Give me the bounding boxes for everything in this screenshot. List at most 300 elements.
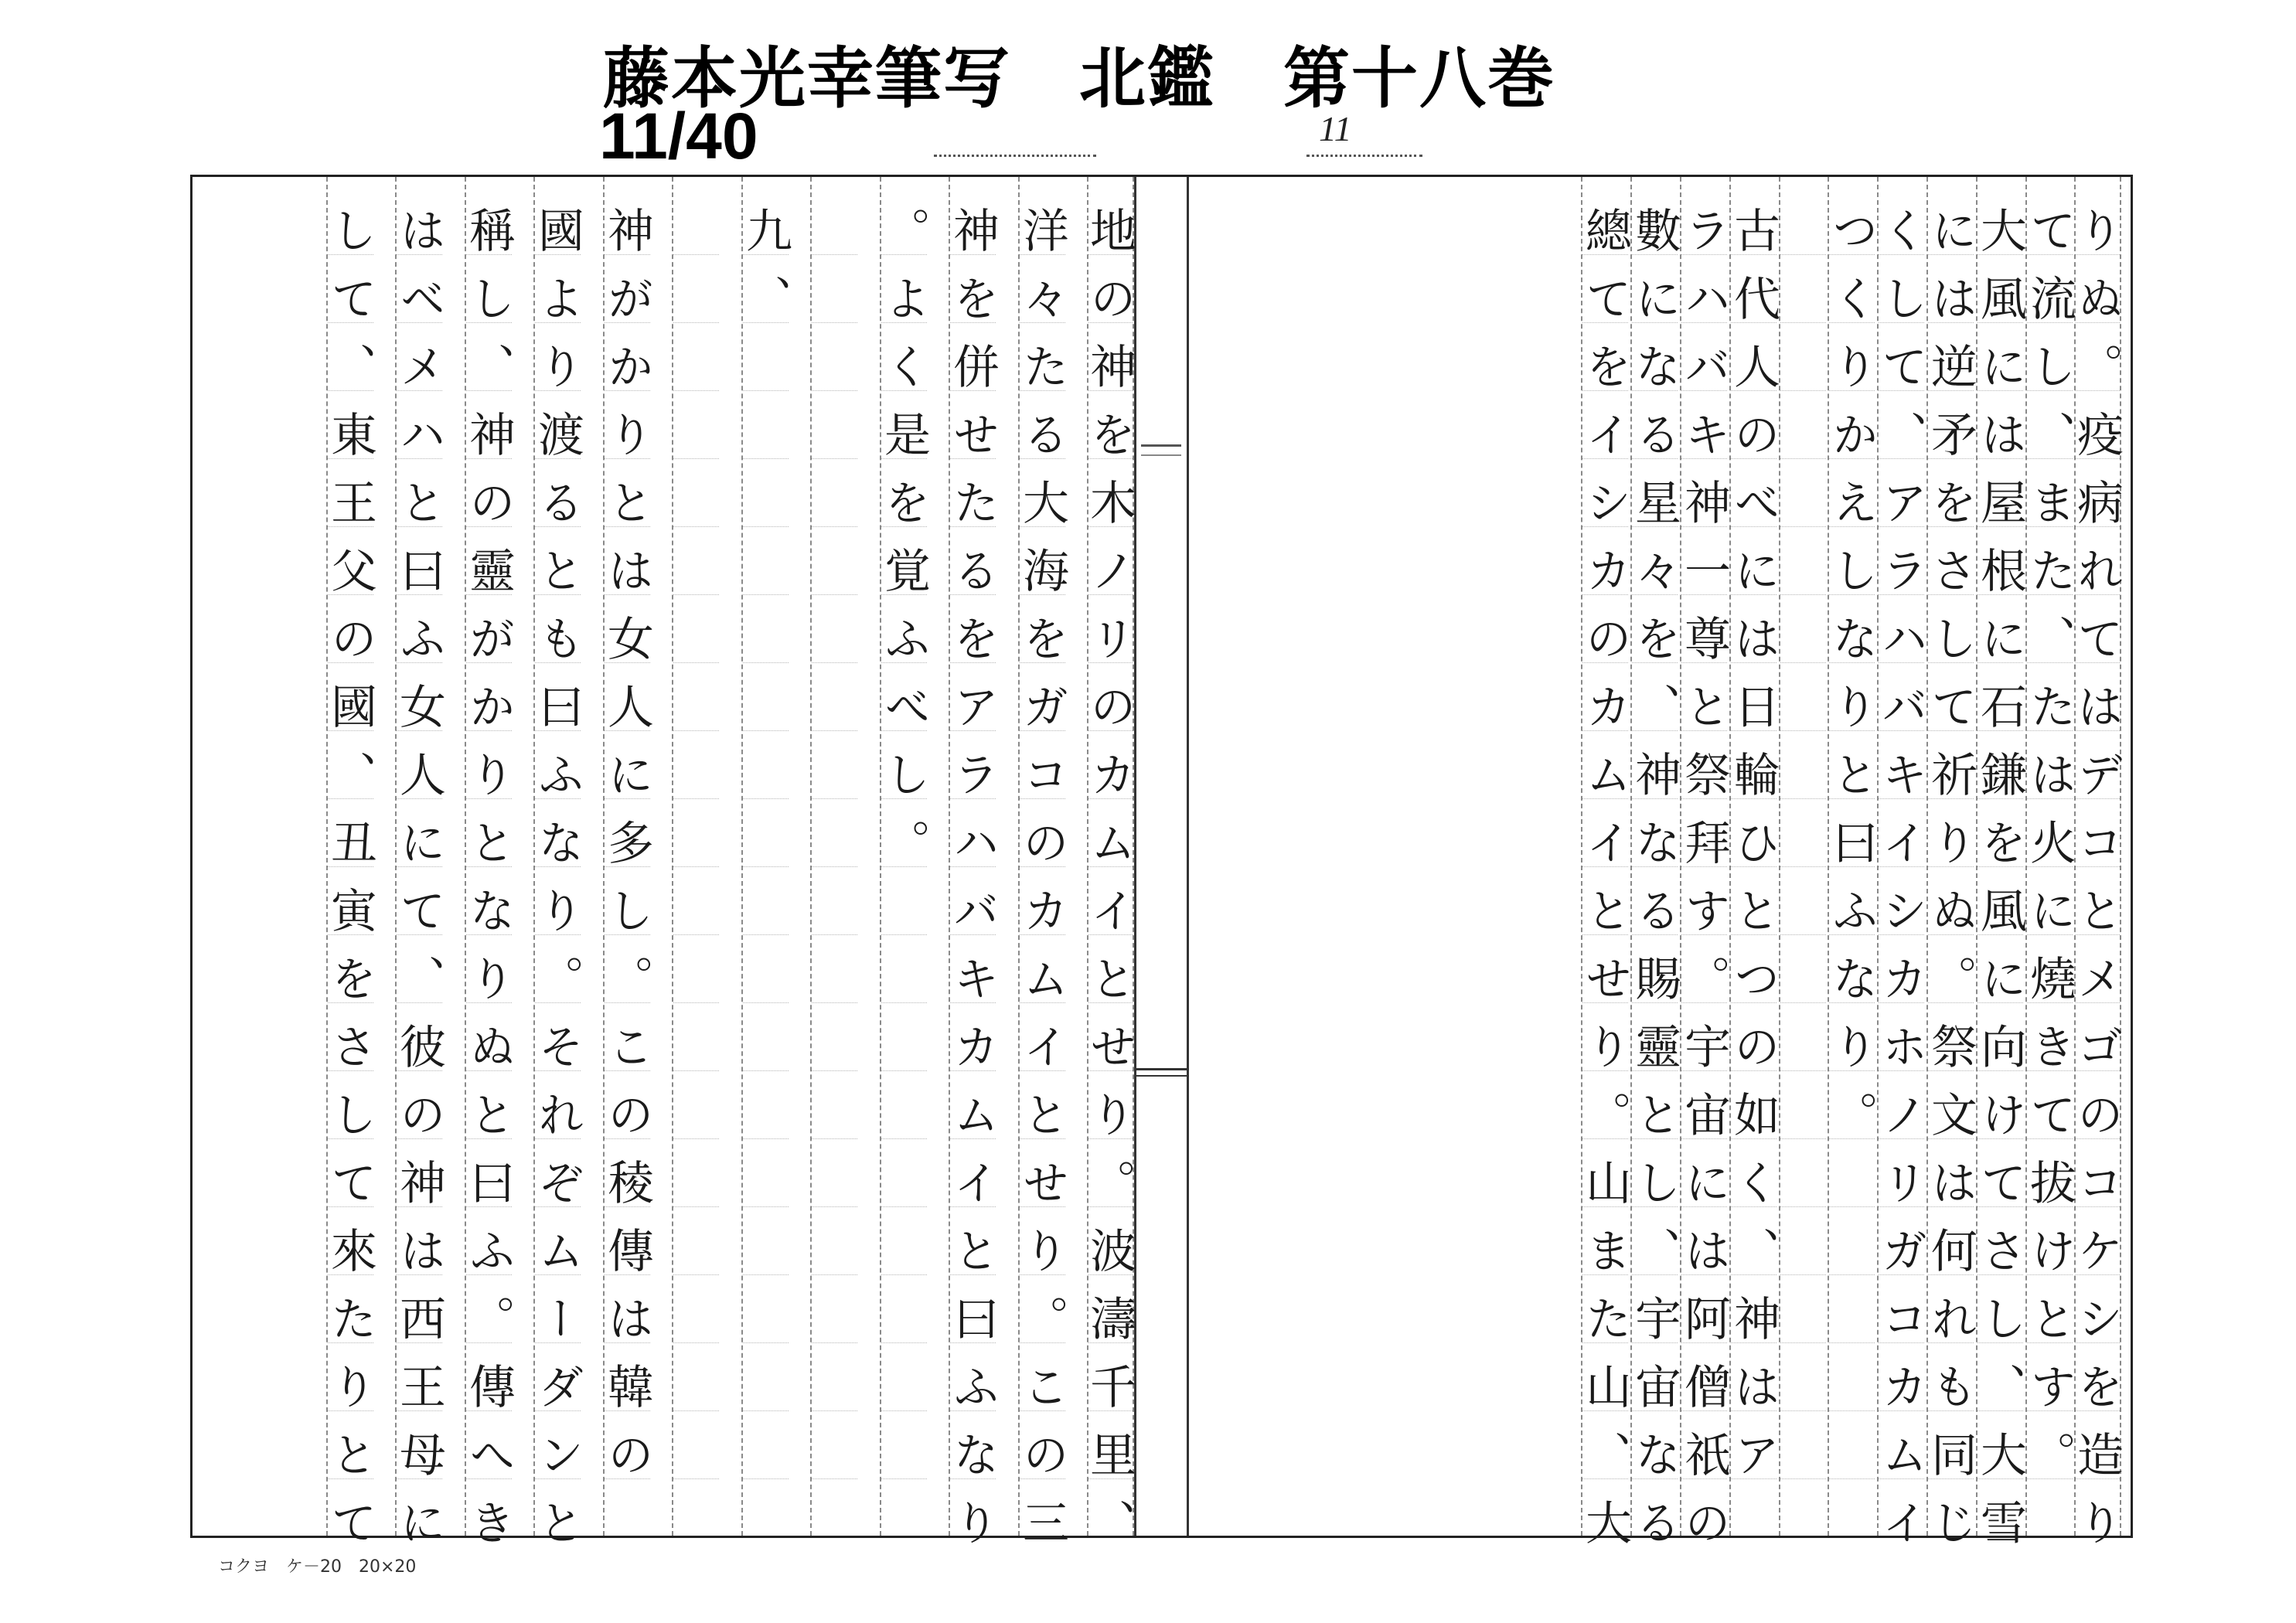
manuscript-char: と bbox=[323, 1431, 377, 1477]
manuscript-char: を bbox=[1923, 478, 1977, 525]
manuscript-char: 逆 bbox=[1923, 342, 1977, 389]
grid-row-line bbox=[743, 458, 789, 459]
manuscript-char: す bbox=[1677, 886, 1731, 933]
manuscript-column bbox=[1677, 177, 1731, 1545]
manuscript-char: 、 bbox=[323, 342, 377, 389]
manuscript-char: ゴ bbox=[2069, 1022, 2124, 1069]
manuscript-char: し bbox=[1627, 1159, 1681, 1205]
manuscript-char: バ bbox=[1677, 342, 1731, 389]
manuscript-char: イ bbox=[1578, 410, 1632, 457]
manuscript-char: て bbox=[392, 886, 446, 933]
manuscript-sheet bbox=[190, 175, 2133, 1545]
grid-row-line bbox=[881, 1342, 927, 1343]
manuscript-char: の bbox=[600, 1431, 654, 1477]
grid-row-line bbox=[673, 1342, 719, 1343]
manuscript-char: は bbox=[1677, 1227, 1731, 1273]
manuscript-char: 王 bbox=[323, 478, 377, 525]
grid-row-line bbox=[881, 1002, 927, 1003]
manuscript-char: り bbox=[323, 1363, 377, 1409]
manuscript-char: 火 bbox=[2022, 818, 2076, 865]
manuscript-char: た bbox=[1578, 1295, 1632, 1341]
manuscript-char: メ bbox=[2069, 954, 2124, 1001]
manuscript-char: り bbox=[1082, 1091, 1136, 1137]
manuscript-char: 宙 bbox=[1627, 1363, 1681, 1409]
manuscript-char: ま bbox=[2022, 478, 2076, 525]
manuscript-char: ム bbox=[945, 1091, 1000, 1137]
manuscript-char: り bbox=[530, 342, 584, 389]
manuscript-char: を bbox=[945, 614, 1000, 661]
manuscript-char: ラ bbox=[945, 750, 1000, 797]
grid-row-line bbox=[673, 1070, 719, 1071]
manuscript-char: に bbox=[2022, 886, 2076, 933]
manuscript-char: こ bbox=[1015, 1363, 1069, 1409]
grid-row-line bbox=[881, 1070, 927, 1071]
manuscript-char: 僧 bbox=[1677, 1363, 1731, 1409]
manuscript-char: 。 bbox=[1015, 1295, 1069, 1341]
manuscript-char: 。 bbox=[462, 1295, 516, 1341]
manuscript-char: ベ bbox=[392, 274, 446, 321]
manuscript-char: カ bbox=[945, 1022, 1000, 1069]
manuscript-char: 風 bbox=[1973, 886, 2027, 933]
manuscript-char: り bbox=[462, 954, 516, 1001]
manuscript-char: り bbox=[600, 410, 654, 457]
manuscript-char: に bbox=[1973, 954, 2027, 1001]
manuscript-column bbox=[462, 177, 516, 1545]
manuscript-char: て bbox=[2022, 1091, 2076, 1137]
grid-row-line bbox=[1780, 934, 1826, 935]
manuscript-char: ア bbox=[945, 682, 1000, 729]
manuscript-char: ム bbox=[530, 1227, 584, 1273]
grid-row-line bbox=[1829, 1274, 1875, 1275]
manuscript-char: に bbox=[392, 818, 446, 865]
manuscript-char: キ bbox=[1677, 410, 1731, 457]
manuscript-char: の bbox=[462, 478, 516, 525]
manuscript-column bbox=[323, 177, 377, 1545]
grid-row-line bbox=[812, 798, 857, 799]
manuscript-column bbox=[2022, 177, 2076, 1536]
manuscript-char: 鎌 bbox=[1973, 750, 2027, 797]
grid-row-line bbox=[743, 390, 789, 391]
manuscript-char: て bbox=[1874, 342, 1928, 389]
manuscript-char: し bbox=[1923, 614, 1977, 661]
manuscript-char: 根 bbox=[1973, 546, 2027, 593]
manuscript-char: の bbox=[1677, 1499, 1731, 1545]
manuscript-char: 來 bbox=[323, 1227, 377, 1273]
grid-row-line bbox=[812, 390, 857, 391]
manuscript-char: ふ bbox=[1824, 886, 1879, 933]
manuscript-char: に bbox=[1973, 614, 2027, 661]
manuscript-char: 神 bbox=[1726, 1295, 1780, 1341]
manuscript-char: な bbox=[1824, 954, 1879, 1001]
grid-row-line bbox=[673, 798, 719, 799]
manuscript-char: ぬ bbox=[462, 1022, 516, 1069]
manuscript-char: 燒 bbox=[2022, 954, 2076, 1001]
manuscript-char: カ bbox=[1015, 886, 1069, 933]
manuscript-char: ノ bbox=[1082, 546, 1136, 593]
grid-row-line bbox=[812, 1342, 857, 1343]
manuscript-char: 矛 bbox=[1923, 410, 1977, 457]
manuscript-char: え bbox=[1824, 478, 1879, 525]
manuscript-char: デ bbox=[2069, 750, 2124, 797]
manuscript-char: 傳 bbox=[600, 1227, 654, 1273]
manuscript-char: シ bbox=[1578, 478, 1632, 525]
manuscript-char: は bbox=[392, 206, 446, 253]
manuscript-char: て bbox=[323, 1159, 377, 1205]
manuscript-char: 流 bbox=[2022, 274, 2076, 321]
grid-row-line bbox=[812, 662, 857, 663]
manuscript-char: と bbox=[1578, 886, 1632, 933]
manuscript-char: 稜 bbox=[600, 1159, 654, 1205]
manuscript-char: は bbox=[2069, 682, 2124, 729]
manuscript-char: ム bbox=[1015, 954, 1069, 1001]
manuscript-char: に bbox=[1677, 1159, 1731, 1205]
grid-row-line bbox=[812, 934, 857, 935]
manuscript-char: 宙 bbox=[1677, 1091, 1731, 1137]
manuscript-char: 多 bbox=[600, 818, 654, 865]
grid-row-line bbox=[1780, 662, 1826, 663]
manuscript-column bbox=[1923, 177, 1977, 1545]
manuscript-char: 大 bbox=[1578, 1499, 1632, 1545]
manuscript-char: 阿 bbox=[1677, 1295, 1731, 1341]
manuscript-column bbox=[1015, 177, 1069, 1545]
manuscript-char: し bbox=[1973, 1295, 2027, 1341]
manuscript-char: き bbox=[462, 1499, 516, 1545]
header-dotted-rule-left bbox=[934, 155, 1096, 157]
paper-brand-footer: コクヨ ケ－20 20×20 bbox=[218, 1557, 417, 1577]
manuscript-char: 代 bbox=[1726, 274, 1780, 321]
manuscript-char: 、 bbox=[1973, 1363, 2027, 1409]
manuscript-char: 大 bbox=[1973, 206, 2027, 253]
manuscript-char: 九 bbox=[738, 206, 792, 253]
manuscript-char: け bbox=[2022, 1227, 2076, 1273]
manuscript-char: と bbox=[2069, 886, 2124, 933]
manuscript-char: 一 bbox=[1677, 546, 1731, 593]
manuscript-char: 洋 bbox=[1015, 206, 1069, 253]
manuscript-char: 同 bbox=[1923, 1431, 1977, 1477]
manuscript-char: 神 bbox=[392, 1159, 446, 1205]
manuscript-char: イ bbox=[1015, 1022, 1069, 1069]
grid-row-line bbox=[1780, 798, 1826, 799]
manuscript-char: 如 bbox=[1726, 1091, 1780, 1137]
manuscript-char: 。 bbox=[2022, 1431, 2076, 1477]
manuscript-column bbox=[1874, 177, 1928, 1545]
manuscript-char: れ bbox=[1923, 1295, 1977, 1341]
manuscript-char: と bbox=[1677, 682, 1731, 729]
manuscript-char: バ bbox=[1874, 682, 1928, 729]
manuscript-char: 母 bbox=[392, 1431, 446, 1477]
manuscript-char: 。 bbox=[530, 954, 584, 1001]
manuscript-char: 海 bbox=[1015, 546, 1069, 593]
manuscript-char: シ bbox=[2069, 1295, 2124, 1341]
manuscript-char: 父 bbox=[323, 546, 377, 593]
manuscript-char: 々 bbox=[1627, 546, 1681, 593]
grid-row-line bbox=[673, 662, 719, 663]
manuscript-column bbox=[530, 177, 584, 1545]
manuscript-char: 西 bbox=[392, 1295, 446, 1341]
manuscript-char: を bbox=[877, 478, 931, 525]
manuscript-char: は bbox=[1923, 1159, 1977, 1205]
manuscript-char: り bbox=[1578, 1022, 1632, 1069]
manuscript-char: 東 bbox=[323, 410, 377, 457]
manuscript-char: 、 bbox=[1082, 1499, 1136, 1545]
header-dotted-rule-right bbox=[1306, 155, 1422, 157]
grid-row-line bbox=[673, 866, 719, 867]
manuscript-char: 傳 bbox=[462, 1363, 516, 1409]
manuscript-column bbox=[1824, 177, 1879, 1536]
center-gutter bbox=[1134, 177, 1189, 1536]
manuscript-char: な bbox=[945, 1431, 1000, 1477]
manuscript-char: し bbox=[2022, 342, 2076, 389]
grid-row-line bbox=[673, 1138, 719, 1139]
grid-row-line bbox=[743, 526, 789, 527]
manuscript-char: た bbox=[945, 478, 1000, 525]
manuscript-char: メ bbox=[392, 342, 446, 389]
manuscript-char: コ bbox=[2069, 1159, 2124, 1205]
manuscript-char: 宇 bbox=[1627, 1295, 1681, 1341]
manuscript-char: イ bbox=[945, 1159, 1000, 1205]
grid-row-line bbox=[673, 730, 719, 731]
grid-row-line bbox=[1780, 390, 1826, 391]
manuscript-char: リ bbox=[1874, 1159, 1928, 1205]
grid-row-line bbox=[812, 322, 857, 323]
manuscript-char: る bbox=[1627, 410, 1681, 457]
manuscript-char: コ bbox=[2069, 818, 2124, 865]
grid-row-line bbox=[743, 1138, 789, 1139]
manuscript-char: の bbox=[1082, 682, 1136, 729]
manuscript-char: ガ bbox=[1015, 682, 1069, 729]
manuscript-char: カ bbox=[1082, 750, 1136, 797]
manuscript-char: ム bbox=[1578, 750, 1632, 797]
manuscript-char: 、 bbox=[1627, 1227, 1681, 1273]
grid-row-line bbox=[1780, 1002, 1826, 1003]
manuscript-char: 文 bbox=[1923, 1091, 1977, 1137]
manuscript-char: 。 bbox=[1082, 1159, 1136, 1205]
manuscript-char: 曰 bbox=[1824, 818, 1879, 865]
manuscript-char: 々 bbox=[1015, 274, 1069, 321]
manuscript-char: て bbox=[2022, 206, 2076, 253]
manuscript-char: る bbox=[1015, 410, 1069, 457]
manuscript-char: な bbox=[1627, 818, 1681, 865]
manuscript-char: 。 bbox=[1824, 1091, 1879, 1137]
manuscript-char: 神 bbox=[600, 206, 654, 253]
manuscript-char: イ bbox=[1578, 818, 1632, 865]
manuscript-char: と bbox=[462, 818, 516, 865]
manuscript-char: 里 bbox=[1082, 1431, 1136, 1477]
grid-row-line bbox=[743, 798, 789, 799]
manuscript-char: 古 bbox=[1726, 206, 1780, 253]
manuscript-char: 三 bbox=[1015, 1499, 1069, 1545]
grid-row-line bbox=[1780, 594, 1826, 595]
manuscript-char: の bbox=[1726, 1022, 1780, 1069]
manuscript-char: こ bbox=[600, 1022, 654, 1069]
manuscript-char: 女 bbox=[600, 614, 654, 661]
grid-row-line bbox=[743, 594, 789, 595]
manuscript-char: は bbox=[600, 546, 654, 593]
manuscript-char: の bbox=[1578, 614, 1632, 661]
manuscript-char: の bbox=[323, 614, 377, 661]
manuscript-char: し bbox=[323, 206, 377, 253]
manuscript-char: 。 bbox=[1923, 954, 1977, 1001]
grid-row-line bbox=[673, 1206, 719, 1207]
manuscript-char: 雪 bbox=[1973, 1499, 2027, 1545]
manuscript-char: そ bbox=[530, 1022, 584, 1069]
manuscript-char: さ bbox=[323, 1022, 377, 1069]
manuscript-char: 濤 bbox=[1082, 1295, 1136, 1341]
manuscript-char: 石 bbox=[1973, 682, 2027, 729]
manuscript-char: キ bbox=[1874, 750, 1928, 797]
manuscript-char: カ bbox=[1874, 1363, 1928, 1409]
grid-row-line bbox=[881, 1274, 927, 1275]
grid-row-line bbox=[1829, 1478, 1875, 1479]
manuscript-char: を bbox=[1015, 614, 1069, 661]
manuscript-char: り bbox=[945, 1499, 1000, 1545]
manuscript-char: 風 bbox=[1973, 274, 2027, 321]
manuscript-char: 、 bbox=[392, 954, 446, 1001]
manuscript-char: 祈 bbox=[1923, 750, 1977, 797]
grid-row-line bbox=[743, 1342, 789, 1343]
manuscript-char: 神 bbox=[462, 410, 516, 457]
grid-row-line bbox=[673, 1410, 719, 1411]
manuscript-char: 造 bbox=[2069, 1431, 2124, 1477]
manuscript-column bbox=[810, 177, 857, 1536]
manuscript-char: 輪 bbox=[1726, 750, 1780, 797]
manuscript-char: を bbox=[1082, 410, 1136, 457]
manuscript-char: て bbox=[323, 274, 377, 321]
manuscript-char: り bbox=[2069, 1499, 2124, 1545]
grid-row-line bbox=[673, 458, 719, 459]
manuscript-char: し bbox=[877, 750, 931, 797]
grid-row-line bbox=[1780, 1274, 1826, 1275]
manuscript-char: 、 bbox=[2022, 614, 2076, 661]
manuscript-char: は bbox=[392, 1227, 446, 1273]
manuscript-char: く bbox=[1824, 274, 1879, 321]
manuscript-char: ハ bbox=[945, 818, 1000, 865]
manuscript-char: カ bbox=[1578, 682, 1632, 729]
manuscript-char: ム bbox=[1874, 1431, 1928, 1477]
manuscript-char: に bbox=[1627, 274, 1681, 321]
grid-row-line bbox=[1780, 1478, 1826, 1479]
grid-row-line bbox=[881, 1206, 927, 1207]
manuscript-char: 地 bbox=[1082, 206, 1136, 253]
manuscript-char: な bbox=[1627, 1431, 1681, 1477]
manuscript-char: と bbox=[600, 478, 654, 525]
manuscript-char: さ bbox=[1923, 546, 1977, 593]
manuscript-char: な bbox=[462, 886, 516, 933]
manuscript-column bbox=[945, 177, 1000, 1545]
manuscript-column bbox=[738, 177, 792, 1536]
grid-row-line bbox=[743, 1206, 789, 1207]
manuscript-char: 稱 bbox=[462, 206, 516, 253]
manuscript-char: リ bbox=[1082, 614, 1136, 661]
manuscript-char: て bbox=[323, 1499, 377, 1545]
grid-row-line bbox=[1780, 254, 1826, 255]
manuscript-char: の bbox=[600, 1091, 654, 1137]
grid-row-line bbox=[673, 1002, 719, 1003]
manuscript-char: 神 bbox=[1082, 342, 1136, 389]
manuscript-char: 、 bbox=[323, 750, 377, 797]
manuscript-char: コ bbox=[1874, 1295, 1928, 1341]
grid-row-line bbox=[812, 594, 857, 595]
manuscript-char: に bbox=[1726, 546, 1780, 593]
manuscript-char: る bbox=[1627, 886, 1681, 933]
manuscript-char: と bbox=[1726, 886, 1780, 933]
manuscript-char: と bbox=[530, 1499, 584, 1545]
manuscript-char: 神 bbox=[945, 206, 1000, 253]
grid-row-line bbox=[1829, 1410, 1875, 1411]
manuscript-char: は bbox=[1726, 1363, 1780, 1409]
manuscript-char: 國 bbox=[530, 206, 584, 253]
grid-row-line bbox=[1780, 322, 1826, 323]
manuscript-char: よ bbox=[877, 274, 931, 321]
manuscript-char: を bbox=[1578, 342, 1632, 389]
manuscript-column bbox=[600, 177, 654, 1536]
manuscript-char: 人 bbox=[1726, 342, 1780, 389]
manuscript-char: 、 bbox=[1726, 1227, 1780, 1273]
grid-row-line bbox=[881, 1478, 927, 1479]
manuscript-char: ふ bbox=[877, 614, 931, 661]
manuscript-char: ふ bbox=[530, 750, 584, 797]
grid-row-line bbox=[673, 322, 719, 323]
manuscript-char: 彼 bbox=[392, 1022, 446, 1069]
grid-row-line bbox=[812, 1478, 857, 1479]
grid-row-line bbox=[812, 866, 857, 867]
manuscript-char: る bbox=[1627, 1499, 1681, 1545]
grid-row-line bbox=[743, 1002, 789, 1003]
grid-row-line bbox=[812, 1138, 857, 1139]
manuscript-char: 數 bbox=[1627, 206, 1681, 253]
manuscript-char: と bbox=[1015, 1091, 1069, 1137]
manuscript-char: り bbox=[1015, 1227, 1069, 1273]
manuscript-char: と bbox=[1627, 1091, 1681, 1137]
manuscript-char: ガ bbox=[1874, 1227, 1928, 1273]
page-counter: 11/40 bbox=[599, 100, 758, 172]
manuscript-char: 曰 bbox=[392, 546, 446, 593]
manuscript-char: て bbox=[1923, 682, 1977, 729]
manuscript-char: ア bbox=[1726, 1431, 1780, 1477]
manuscript-char: り bbox=[1824, 342, 1879, 389]
manuscript-char: な bbox=[1627, 342, 1681, 389]
manuscript-char: り bbox=[1923, 818, 1977, 865]
manuscript-char: す bbox=[2022, 1363, 2076, 1409]
manuscript-column bbox=[1973, 177, 2027, 1545]
grid-row-line bbox=[743, 1410, 789, 1411]
manuscript-char: 、 bbox=[1627, 682, 1681, 729]
manuscript-char: つ bbox=[1726, 954, 1780, 1001]
manuscript-column bbox=[2069, 177, 2124, 1545]
grid-row-line bbox=[743, 730, 789, 731]
manuscript-char: る bbox=[530, 478, 584, 525]
manuscript-char: な bbox=[1824, 614, 1879, 661]
manuscript-char: か bbox=[462, 682, 516, 729]
manuscript-char: を bbox=[323, 954, 377, 1001]
manuscript-char: し bbox=[1824, 546, 1879, 593]
manuscript-char: も bbox=[1923, 1363, 1977, 1409]
grid-row-line bbox=[1780, 730, 1826, 731]
manuscript-char: 女 bbox=[392, 682, 446, 729]
manuscript-char: 人 bbox=[600, 682, 654, 729]
manuscript-char: く bbox=[1726, 1159, 1780, 1205]
manuscript-char: 神 bbox=[1627, 750, 1681, 797]
grid-row-line bbox=[673, 254, 719, 255]
grid-row-line bbox=[743, 662, 789, 663]
manuscript-char: と bbox=[530, 546, 584, 593]
manuscript-char: 、 bbox=[738, 274, 792, 321]
manuscript-column bbox=[877, 177, 931, 1536]
manuscript-char: 大 bbox=[1015, 478, 1069, 525]
manuscript-char: 、 bbox=[2022, 410, 2076, 457]
manuscript-char: の bbox=[392, 1091, 446, 1137]
manuscript-char: し bbox=[462, 274, 516, 321]
